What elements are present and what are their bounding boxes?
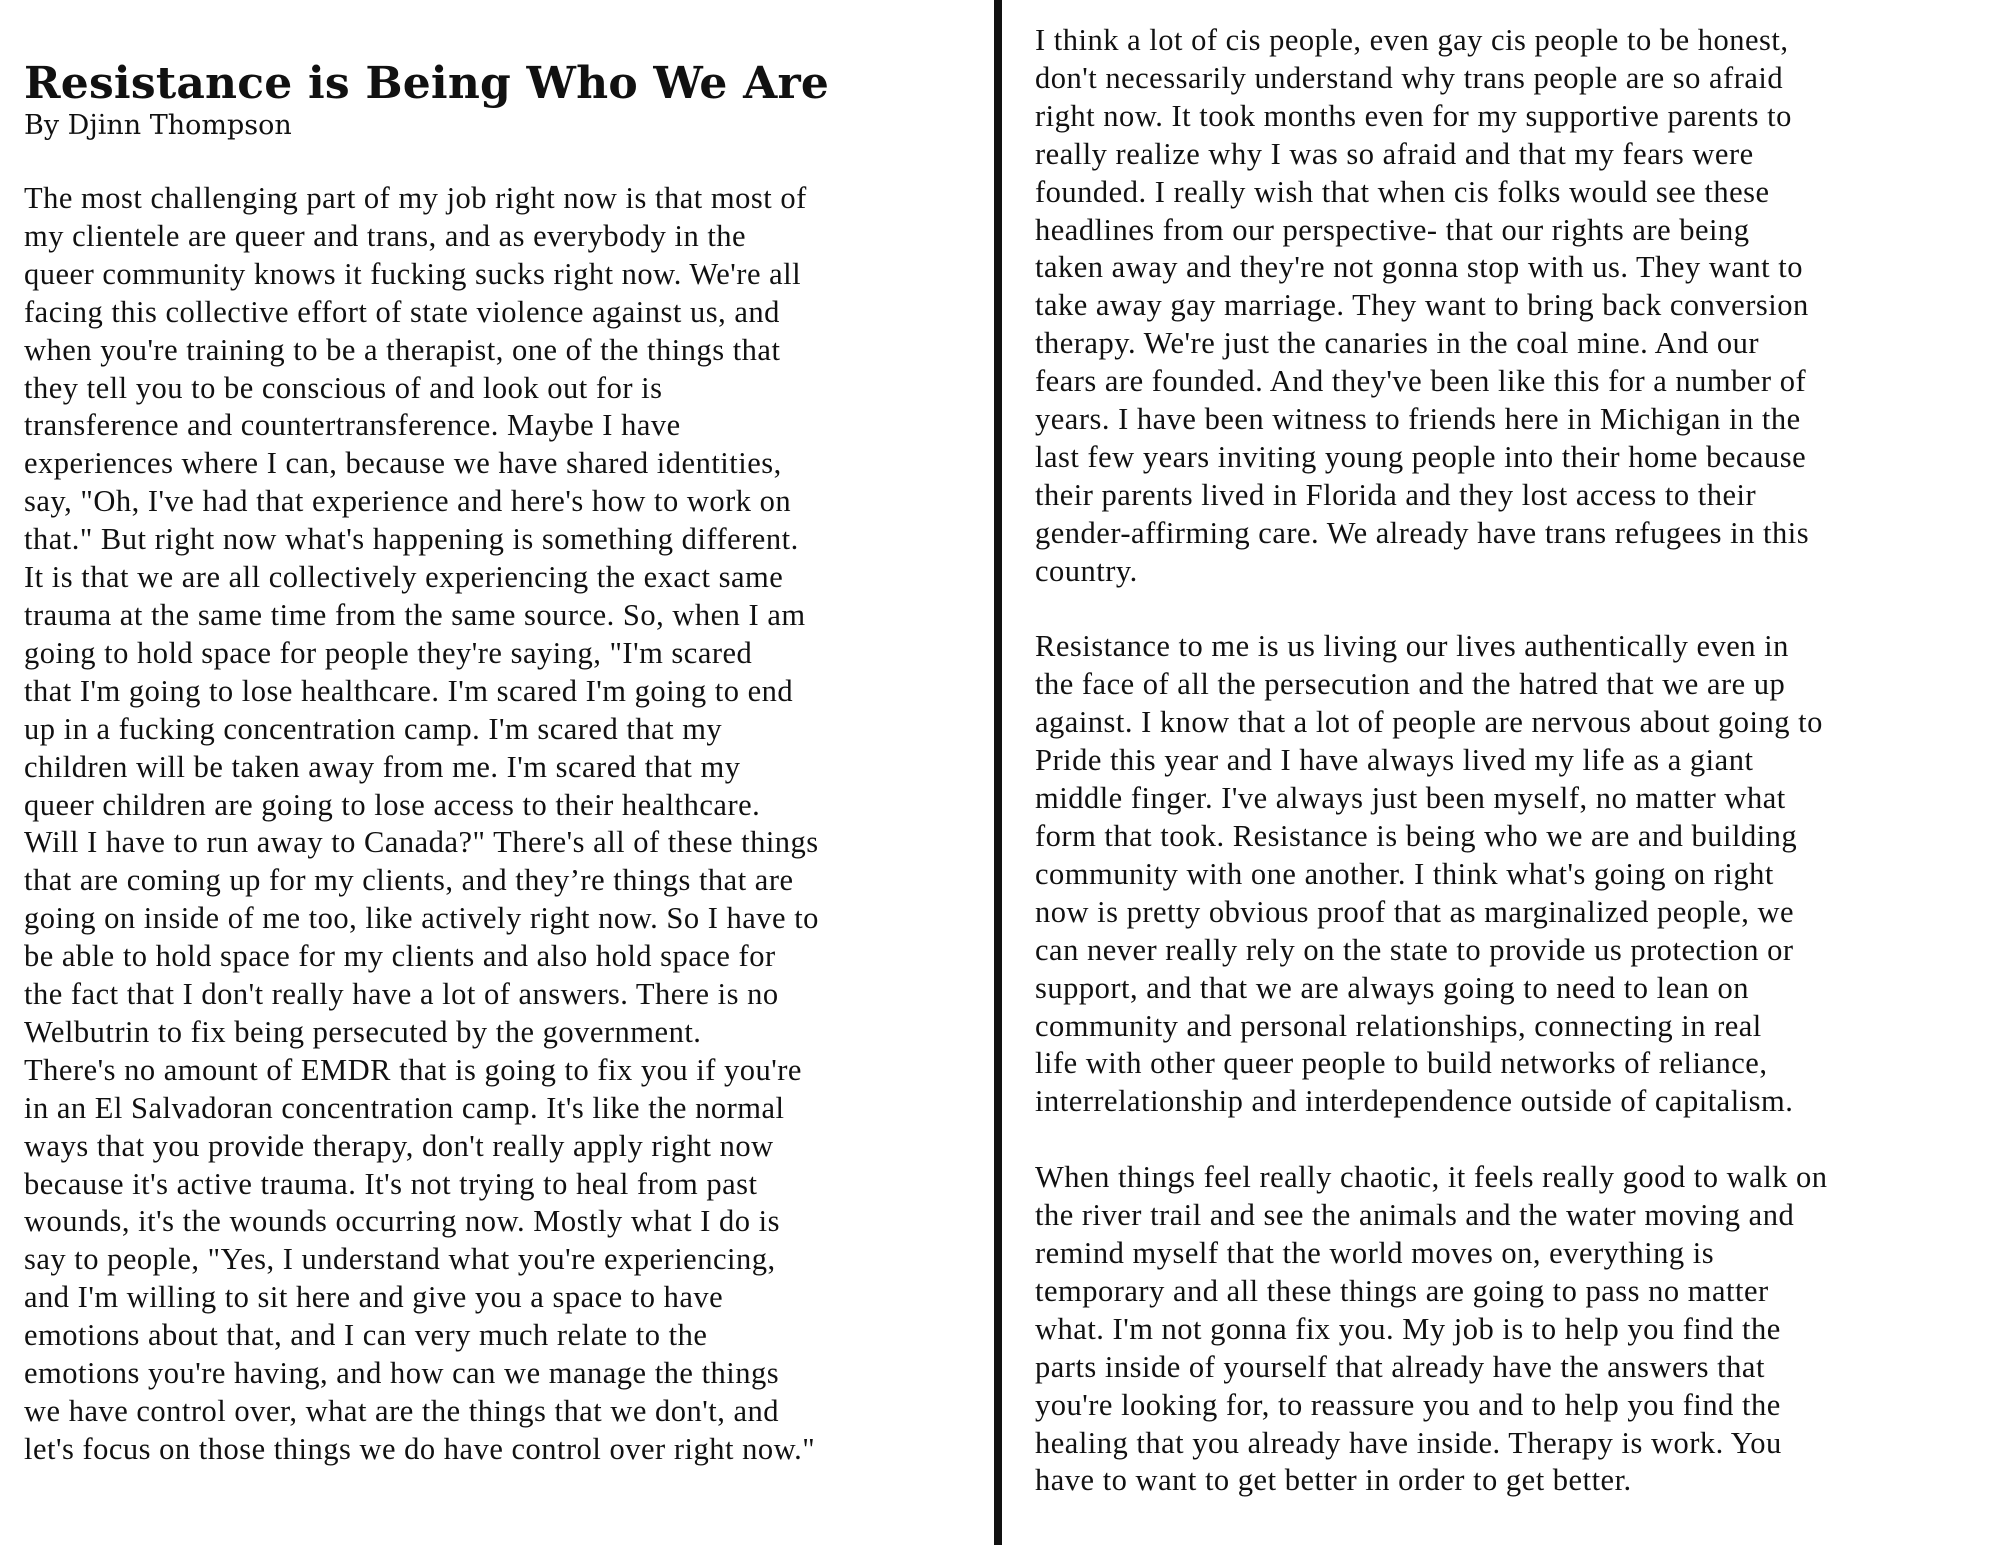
column-divider [994, 0, 1002, 1545]
left-paragraph-1: The most challenging part of my job right now is that most of my clientele are queer and trans, and as everybody in the queer community knows it fucking sucks right now. We're all facing this collective effort of state violence against us, and when you're training to be a therapist, one of the things that they tell you to be conscious of and look out for is transference and countertransference. Maybe I have experiences where I can, because we have shared identities, say, "Oh, I've had that experience and here's how to work on that." But right now what's happening is something different. It is that we are all collectively experiencing the exact same trauma at the same time from the same source. So, when I am going to hold space for people they're saying, "I'm scared that I'm going to lose healthcare. I'm scared I'm going to end up in a fucking concentration camp. I'm scared that my children will be taken away from me. I'm scared that my queer children are going to lose access to their healthcare. Will I have to run away to Canada?" There's all of these things that are coming up for my clients, and they’re things that are going on inside of me too, like actively right now. So I have to be able to hold space for my clients and also hold space for the fact that I don't really have a lot of answers. There is no Welbutrin to fix being persecuted by the government. There's no amount of EMDR that is going to fix you if you're in an El Salvadoran concentration camp. It's like the normal ways that you provide therapy, don't really apply right now because it's active trauma. It's not trying to heal from past wounds, it's the wounds occurring now. Mostly what I do is say to people, "Yes, I understand what you're experiencing, and I'm willing to sit here and give you a space to have emotions about that, and I can very much relate to the emotions you're having, and how can we manage the things we have control over, what are the things that we don't, and let's focus on those things we do have control over right now." [24, 181, 819, 1466]
article-title: Resistance is Being Who We Are [24, 58, 830, 109]
right-paragraph-2: Resistance to me is us living our lives authentically even in the face of all the persecution and the hatred that we are up against. I know that a lot of people are nervous about going to Pride this year and I have always lived my life as a giant middle finger. I've always just been myself, no matter what form that took. Resistance is being who we are and building community with one another. I think what's going on right now is pretty obvious proof that as marginalized people, we can never really rely on the state to provide us protection or support, and that we are always going to need to lean on community and personal relationships, connecting in real life with other queer people to build networks of reliance, interrelationship and interdependence outside of capitalism. [1035, 629, 1823, 1119]
left-column [24, 58, 980, 1469]
right-paragraph-3: When things feel really chaotic, it feels really good to walk on the river trail and see the animals and the water moving and remind myself that the world moves on, everything is temporary and all these things are going to pass no matter what. I'm not gonna fix you. My job is to help you find the parts inside of yourself that already have the answers that you're looking for, to reassure you and to help you find the healing that you already have inside. Therapy is work. You have to want to get better in order to get better. [1035, 1160, 1828, 1498]
right-paragraph-1: I think a lot of cis people, even gay cis people to be honest, don't necessarily understand why trans people are so afraid right now. It took months even for my supportive parents to really realize why I was so afraid and that my fears were founded. I really wish that when cis folks would see these headlines from our perspective- that our rights are being taken away and they're not gonna stop with us. They want to take away gay marriage. They want to bring back conversion therapy. We're just the canaries in the coal mine. And our fears are founded. And they've been like this for a number of years. I have been witness to friends here in Michigan in the last few years inviting young people into their home because their parents lived in Florida and they lost access to their gender-affirming care. We already have trans refugees in this country. [1035, 23, 1810, 588]
article-byline: By Djinn Thompson [24, 110, 292, 141]
right-column [1035, 22, 1990, 1500]
